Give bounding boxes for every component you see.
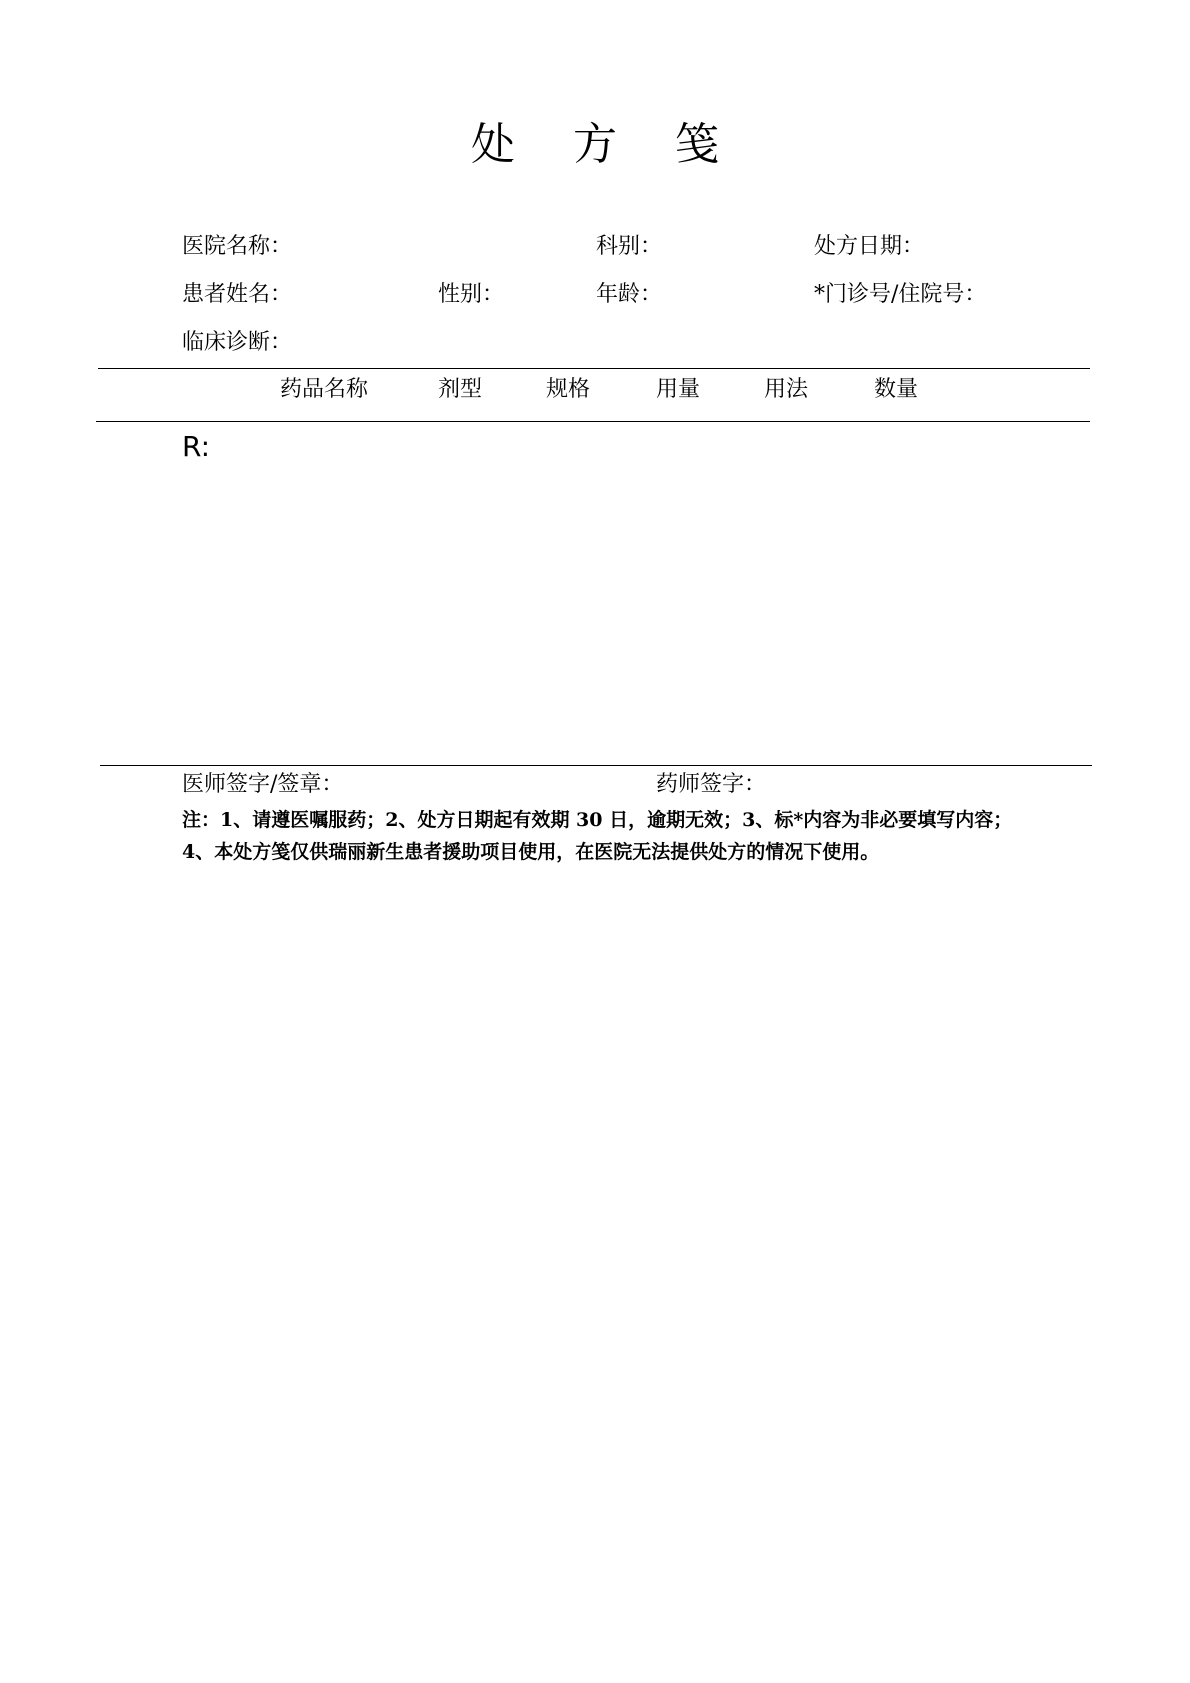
- prescription-date-label: 处方日期：: [814, 234, 925, 259]
- gender-label: 性别：: [438, 282, 505, 307]
- column-header-usage: 用法: [764, 377, 809, 402]
- footnote: 注：1、请遵医嘱服药；2、处方日期起有效期 30 日，逾期无效；3、标*内容为非必要填写内容；4、本处方笺仅供瑞丽新生患者援助项目使用，在医院无法提供处方的情况下使用。: [182, 809, 1013, 863]
- department-label: 科别：: [596, 234, 663, 259]
- age-label: 年龄：: [596, 282, 663, 307]
- patient-name-label: 患者姓名：: [182, 282, 293, 307]
- column-header-drug-name: 药品名称: [280, 377, 369, 402]
- column-header-dose: 用量: [656, 377, 701, 402]
- doctor-signature-label: 医师签字/签章：: [182, 772, 344, 797]
- column-header-dosage-form: 剂型: [438, 377, 483, 402]
- page-title: 处 方 笺: [471, 119, 741, 170]
- record-number-label: *门诊号/住院号：: [814, 282, 987, 307]
- table-header-bottom-rule: [96, 421, 1090, 422]
- table-top-rule: [98, 368, 1090, 369]
- pharmacist-signature-label: 药师签字：: [656, 772, 767, 797]
- column-header-specification: 规格: [546, 377, 591, 402]
- diagnosis-label: 临床诊断：: [182, 330, 293, 355]
- hospital-name-label: 医院名称：: [182, 234, 293, 259]
- column-header-quantity: 数量: [874, 377, 919, 402]
- signature-top-rule: [100, 765, 1092, 766]
- rx-label: R:: [182, 430, 211, 463]
